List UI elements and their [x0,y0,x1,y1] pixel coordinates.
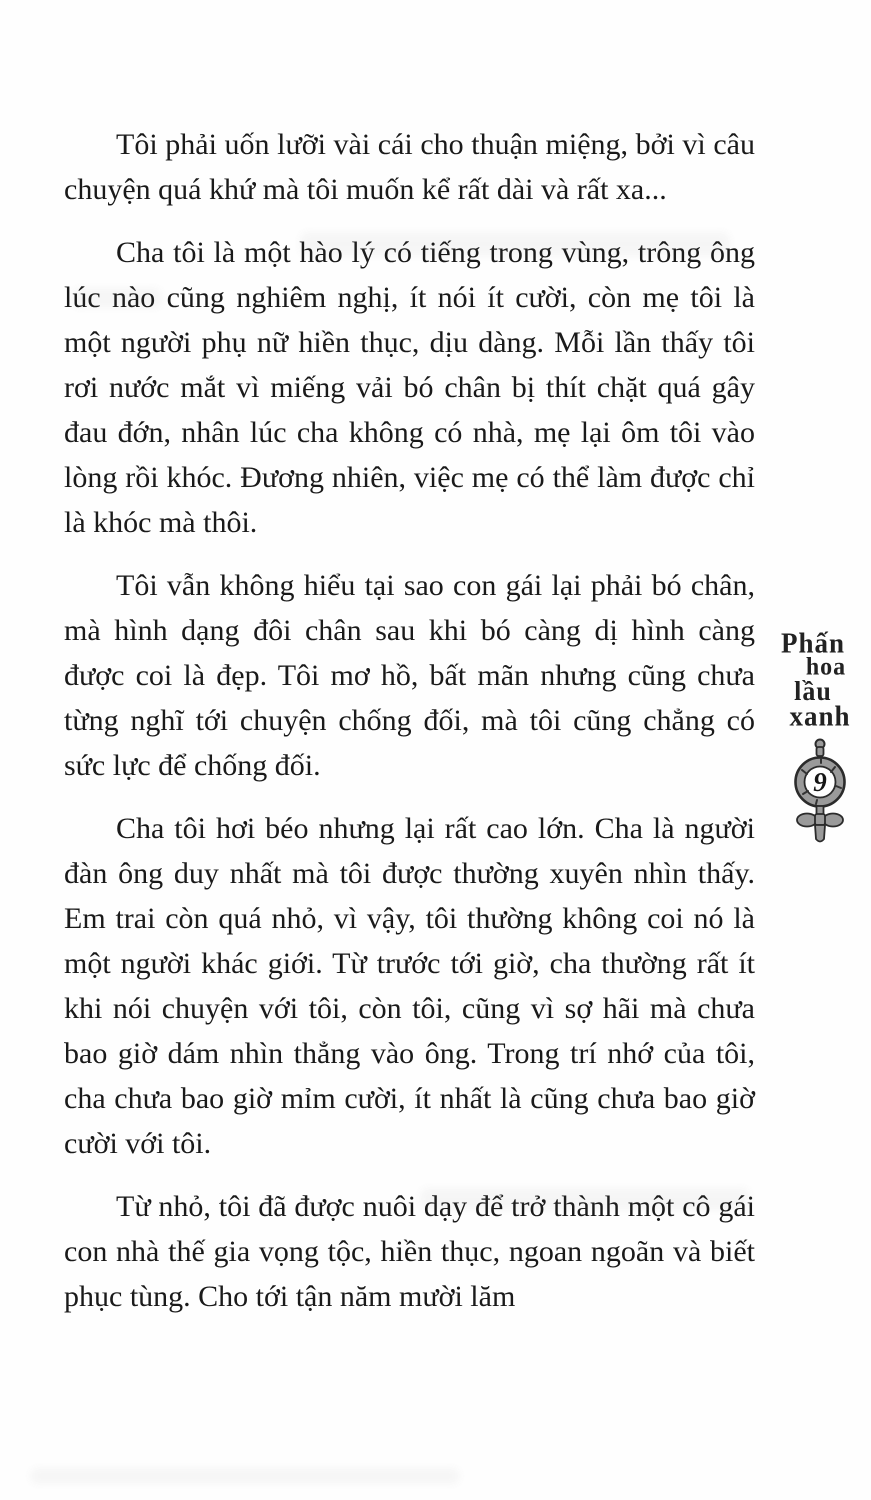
margin-book-title-word: hoa [805,653,847,682]
paragraph-1: Tôi phải uốn lưỡi vài cái cho thuận miệng, bởi vì câu chuyện quá khứ mà tôi muốn kể rất dài và rất xa... [64,128,755,206]
paragraph-3: Tôi vẫn không hiểu tại sao con gái lại phải bó chân, mà hình dạng đôi chân sau khi bó càng dị hình càng được coi là đẹp. Tôi mơ hồ, bất mãn nhưng cũng chưa từng nghĩ tới chuyện chống đối, mà tôi cũng chẳng có sức lực để chống đối. [64,569,755,782]
hand-mirror-icon [788,738,852,846]
page-number: 9 [813,767,827,797]
margin-book-title-word: lầu [794,675,832,707]
margin-book-title-word: xanh [789,700,851,732]
bleed-through-artifact [30,1468,460,1484]
margin-book-title-word: Phấn [780,627,846,659]
body-text [64,122,755,1337]
paragraph-5: Từ nhỏ, tôi đã được nuôi dạy để trở thành một cô gái con nhà thế gia vọng tộc, hiền thục, ngoan ngoãn và biết phục tùng. Cho tới tận năm mười lăm [64,1190,755,1313]
paragraph-4: Cha tôi hơi béo nhưng lại rất cao lớn. Cha là người đàn ông duy nhất mà tôi được thường xuyên nhìn thấy. Em trai còn quá nhỏ, vì vậy, tôi thường không coi nó là một người khác giới. Từ trước tới giờ, cha thường rất ít khi nói chuyện với tôi, còn tôi, cũng vì sợ hãi mà chưa bao giờ dám nhìn thẳng vào ông. Trong trí nhớ của tôi, cha chưa bao giờ mỉm cười, ít nhất là cũng chưa bao giờ cười với tôi. [64,812,755,1160]
margin-book-title [772,627,866,732]
paragraph-2: Cha tôi là một hào lý có tiếng trong vùng, trông ông lúc nào cũng nghiêm nghị, ít nói ít cười, còn mẹ tôi là một người phụ nữ hiền thục, dịu dàng. Mỗi lần thấy tôi rơi nước mắt vì miếng vải bó chân bị thít chặt quá gây đau đớn, nhân lúc cha không có nhà, mẹ lại ôm tôi vào lòng rồi khóc. Đương nhiên, việc mẹ có thể làm được chỉ là khóc mà thôi. [64,236,755,539]
